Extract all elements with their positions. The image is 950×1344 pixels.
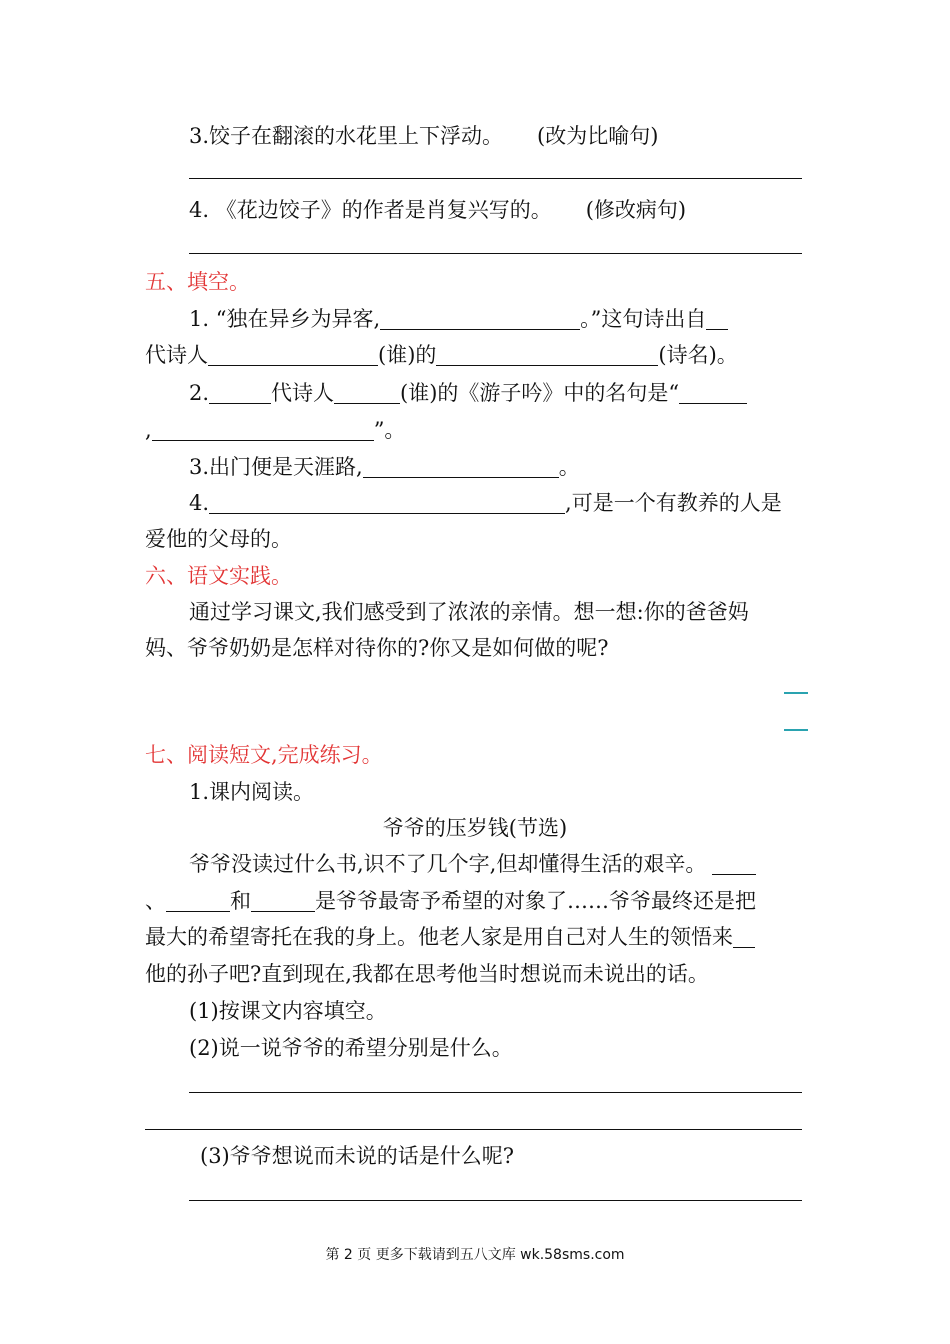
blank[interactable]	[166, 889, 230, 912]
blank[interactable]	[208, 343, 378, 366]
passage-line1: 爷爷没读过什么书,识不了几个字,但却懂得生活的艰辛。	[189, 849, 756, 879]
blank[interactable]	[209, 381, 271, 404]
answer-line[interactable]	[189, 1092, 802, 1093]
section-7-heading: 七、阅读短文,完成练习。	[145, 743, 383, 767]
blank[interactable]	[380, 307, 580, 330]
blank[interactable]	[679, 381, 747, 404]
question-3: (3)爷爷想说而未说的话是什么呢?	[200, 1144, 515, 1168]
fill-item-1-line1: 1. “独在异乡为异客, 。”这句诗出自	[189, 304, 728, 334]
fill-item-1-line2: 代诗人 (谁)的 (诗名)。	[145, 343, 738, 367]
q4-item4: 4. 《花边饺子》的作者是肖复兴写的。 (修改病句)	[189, 198, 687, 222]
passage-line3: 最大的希望寄托在我的身上。他老人家是用自己对人生的领悟来	[145, 922, 755, 952]
question-1: (1)按课文内容填空。	[189, 999, 387, 1023]
blank[interactable]	[712, 852, 756, 875]
answer-line[interactable]	[189, 253, 802, 254]
fill-item-4-line2: 爱他的父母的。	[145, 527, 292, 551]
answer-dash	[784, 729, 808, 731]
answer-line[interactable]	[189, 1200, 802, 1201]
question-2: (2)说一说爷爷的希望分别是什么。	[189, 1036, 513, 1060]
fill-item-4-line1: 4. ,可是一个有教养的人是	[189, 491, 782, 515]
blank[interactable]	[436, 343, 658, 366]
practice-paragraph-line2: 妈、爷爷奶奶是怎样对待你的?你又是如何做的呢?	[145, 636, 609, 660]
passage-title: 爷爷的压岁钱(节选)	[382, 816, 568, 840]
section-5-heading: 五、填空。	[145, 270, 250, 294]
practice-paragraph-line1: 通过学习课文,我们感受到了浓浓的亲情。想一想:你的爸爸妈	[189, 600, 749, 624]
page-footer: 第 2 页 更多下载请到五八文库 wk.58sms.com	[325, 1247, 625, 1263]
passage-line2: 、 和 是爷爷最寄予希望的对象了……爷爷最终还是把	[145, 889, 756, 913]
section-6-heading: 六、语文实践。	[145, 564, 292, 588]
answer-line[interactable]	[189, 178, 802, 179]
passage-line4: 他的孙子吧?直到现在,我都在思考他当时想说而未说出的话。	[145, 962, 709, 986]
blank[interactable]	[209, 491, 565, 514]
answer-line[interactable]	[145, 1129, 802, 1130]
sub-heading-in-class-reading: 1.课内阅读。	[189, 780, 315, 804]
blank[interactable]	[251, 889, 315, 912]
answer-dash	[784, 692, 808, 694]
fill-item-2-line2: , ”。	[145, 418, 406, 442]
q4-item3: 3.饺子在翻滚的水花里上下浮动。 (改为比喻句)	[189, 124, 659, 148]
fill-item-2-line1: 2. 代诗人 (谁)的《游子吟》中的名句是“	[189, 378, 747, 408]
blank[interactable]	[733, 925, 755, 948]
blank[interactable]	[706, 307, 728, 330]
blank[interactable]	[363, 455, 559, 478]
blank[interactable]	[152, 418, 374, 441]
fill-item-3: 3.出门便是天涯路, 。	[189, 455, 580, 479]
blank[interactable]	[334, 381, 400, 404]
